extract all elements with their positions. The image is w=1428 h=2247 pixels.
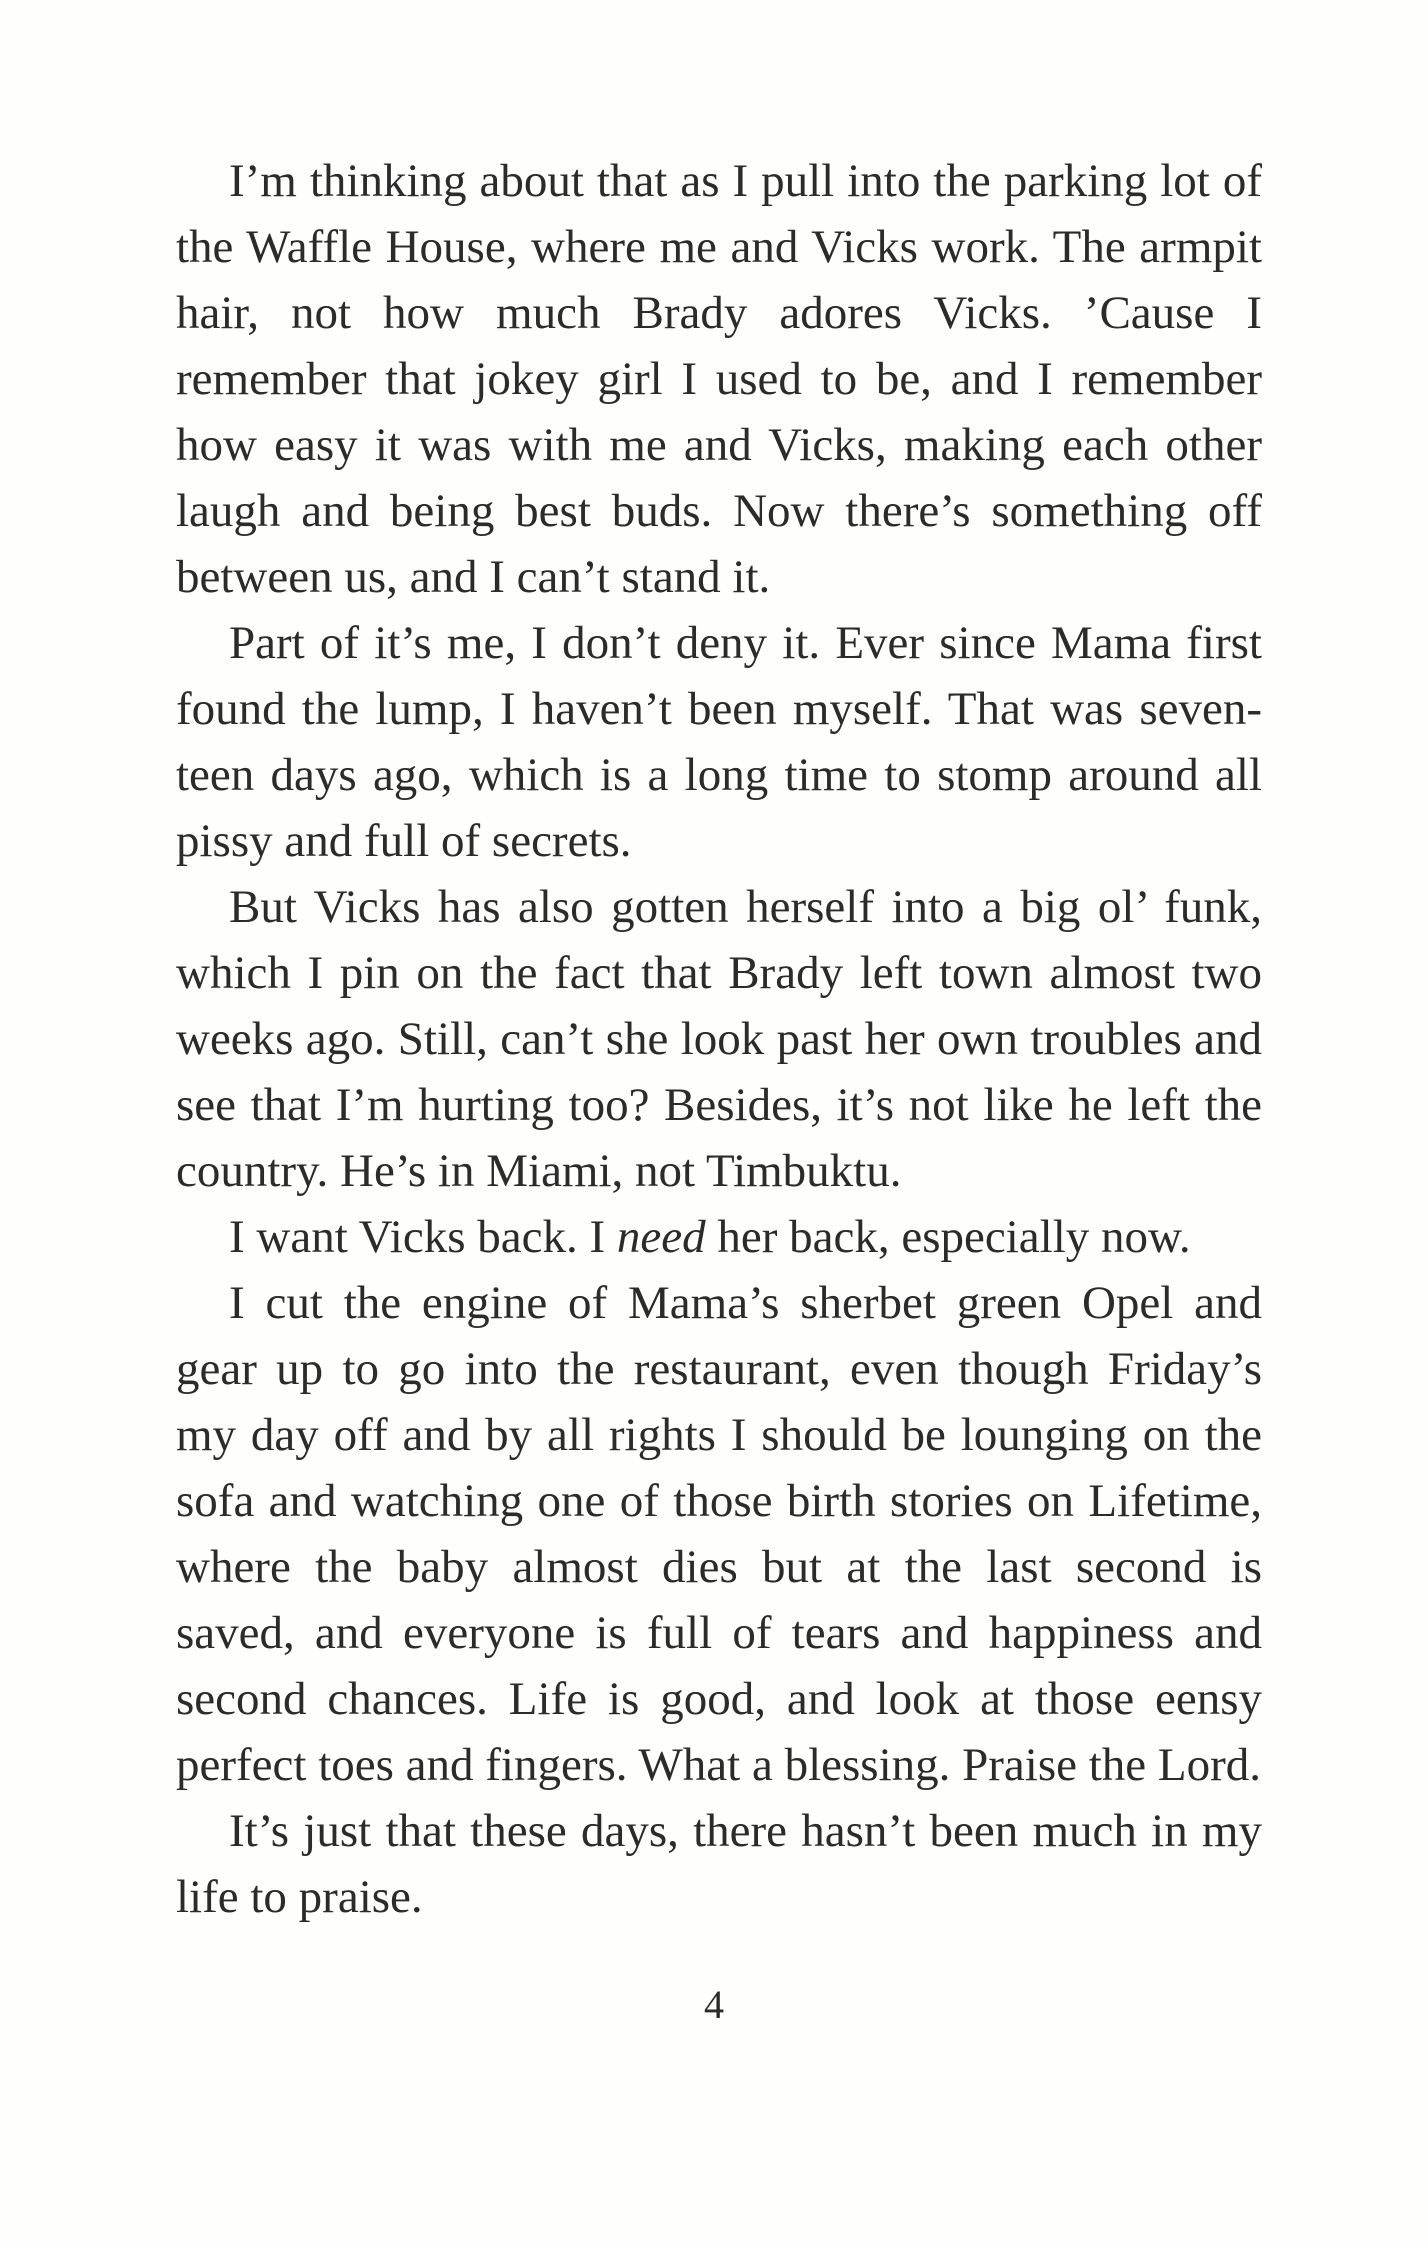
paragraph	[176, 1270, 1262, 1798]
paragraph	[176, 1204, 1262, 1270]
paragraph-text: It’s just that these days, there hasn’t been much in my life to praise.	[176, 1805, 1262, 1923]
paragraph-text: Part of it’s me, I don’t deny it. Ever since Mama first found the lump, I haven’t been myself. That was seventeen days ago, which is a long time to stomp around all pissy and full of secrets.	[176, 617, 1262, 867]
paragraph	[176, 1798, 1262, 1930]
paragraph-text: her back, especially now.	[705, 1211, 1191, 1263]
body-text	[176, 148, 1262, 1930]
paragraph-text: I’m thinking about that as I pull into the parking lot of the Waffle House, where me and Vicks work. The armpit hair, not how much Brady adores Vicks. ’Cause I remember that jokey girl I used to be, and I remember how easy it was with me and Vicks, making each other laugh and being best buds. Now there’s something off between us, and I can’t stand it.	[176, 155, 1262, 603]
paragraph-text: I cut the engine of Mama’s sherbet green Opel and gear up to go into the restaurant, even though Friday’s my day off and by all rights I should be lounging on the sofa and watching one of those birth stories on Lifetime, where the baby almost dies but at the last second is saved, and everyone is full of tears and happiness and second chances. Life is good, and look at those eensy perfect toes and fingers. What a blessing. Praise the Lord.	[176, 1277, 1262, 1791]
paragraph-text: But Vicks has also gotten herself into a big ol’ funk, which I pin on the fact that Brady left town almost two weeks ago. Still, can’t she look past her own troubles and see that I’m hurting too? Besides, it’s not like he left the country. He’s in Miami, not Timbuktu.	[176, 881, 1262, 1197]
paragraph-text: I want Vicks back. I	[229, 1211, 617, 1263]
page-number: 4	[704, 1982, 724, 2027]
paragraph	[176, 610, 1262, 874]
paragraph	[176, 874, 1262, 1204]
emphasized-text: need	[616, 1211, 706, 1263]
paragraph	[176, 148, 1262, 610]
